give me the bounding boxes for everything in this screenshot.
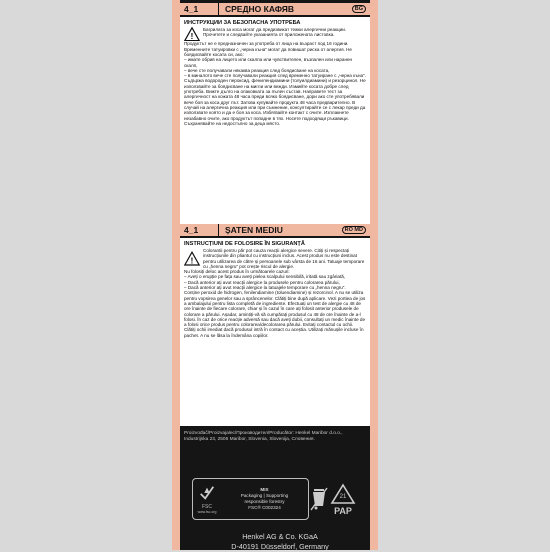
- accent-stripe-right: [370, 0, 378, 550]
- paragraph: – Dacă anterior ați avut reacții alergice la tatuajele temporare cu „henna negru“.: [184, 285, 346, 291]
- svg-text:!: !: [190, 31, 194, 41]
- ro-section: [180, 224, 370, 426]
- paragraph: – Aveți o erupție pe fața sau aveți pielea scalpului sensibilă, iritată sau zgâriată,: [184, 274, 346, 280]
- tree-check-icon: [198, 484, 216, 502]
- warning-icon: [184, 27, 200, 41]
- paragraph: Съдържа водороден пероксид, фенилендиамини (толуилдиамини) и резорцинол. Не използвайте за боядисване на мигли или вежди. Измийте косата добре след употреба. Вижте дълго на опаковката за пълен състав. Направете тест за алергичност на кожата 48 часа преди всяко боядисване, дори ако сте употребявали вече боя за коса друг път. Затова купувайте продукта 48 часа предварително. В случай на алергична реакция или при съмнение, консултирайте се с лекар преди да използвате която и да е боя за коса. Избягвайте контакт с очите. Изплакнете незабавно очите, ако продуктът попадне в тях. Носете подходящи ръкавици. Съхранявайте на недостъпно за деца място.: [184, 78, 366, 126]
- warning-icon: [184, 248, 200, 269]
- language-badge: RO MD: [342, 226, 366, 234]
- fsc-logo: FSC www.fsc.org: [193, 484, 221, 514]
- shade-code: 4_1: [180, 3, 219, 15]
- language-badge: BG: [352, 5, 366, 13]
- shade-name: СРЕДНО КАФЯВ: [225, 4, 295, 14]
- henkel-address: Henkel AG & Co. KGaA D-40191 Düsseldorf, Germany: [231, 532, 329, 551]
- paragraph: – вече сте получавали някаква реакция след боядисване на косата,: [184, 67, 330, 73]
- svg-text:!: !: [190, 256, 194, 266]
- paragraph: – в миналото вече сте получавали реакция след временно татуиране с „черна къна“.: [184, 73, 366, 79]
- logos-row: [192, 478, 358, 520]
- paragraph: Продуктът не е предназначен за употреба от лица на възраст под 16 години. Временните татуировки с „черна къна“ могат да повишат риска от алергия. Не боядисвайте косата си, ако:: [184, 41, 352, 57]
- recycle-symbol: 21 PAP: [328, 483, 358, 516]
- shade-code: 4_1: [180, 224, 219, 236]
- paragraph: – Dacă anterior ați avut reacții alergice la produsele pentru colorarea părului,: [184, 279, 340, 285]
- paragraph: Nu folosiți deloc acest produs în următoarele cazuri:: [184, 269, 290, 275]
- paragraph: Conține peroxid de hidrogen, fenilendiamine (toluendiamine) și rezorcinol. A nu se utiliza pentru vopsirea genelor sau a sprâncenelor. Clătiți bine după aplicare. Vezi portiea de jos a ambalajului pentru lista completă de ingrediente. Efectuați un test de alergie cu 48 de ore înainte de fiecare colorare, chiar și în cazul în care ați folosit anterior produsele de colorare a părului. Așadar, amintiți-vă să cumpărați produsul cu 48 de ore înainte de a-l folosi. În caz de orice reacție adversă sau dacă aveți dubii, consultați un medic înainte de a folosi orice produs pentru colorarea/decolorarea părului. Evitați contactul cu ochii. Clătiți ochii imediat dacă produsul intră în contact cu aceștia. Utilizați mănușile incluse în pachet. A nu se lăsa la îndemâna copiilor.: [184, 290, 366, 338]
- paragraph: Colorantii pentru păr pot cauza reacții alergice severe. Citiți și respectați instrucțiunile din pliantul cu instrucțiuni inclus. Acest produs nu este destinat pentru utilizarea de către și persoanele sub vârsta de 16 ani. Tatuaje temporare cu „henna negru“ pot crește riscul de alergie.: [203, 248, 365, 269]
- accent-stripe-left: [172, 0, 180, 550]
- bg-title: ИНСТРУКЦИИ ЗА БЕЗОПАСНА УПОТРЕБА: [184, 20, 301, 26]
- producer-text: Proizvođač/Proizvajalec/Производител/Producător: Henkel Maribor d.o.o., Industrijska 23, 2506 Maribor, Slovenia, Slovenija, Словения.: [184, 431, 343, 442]
- bg-section: [180, 3, 370, 224]
- ro-title: INSTRUCȚIUNI DE FOLOSIRE ÎN SIGURANȚĂ: [184, 241, 305, 247]
- paragraph: Багрилата за коса могат да предизвикат тежки алергични реакции. Прочетете и следвайте указанията от приложената листовка.: [203, 27, 347, 38]
- ro-header: [180, 224, 370, 236]
- fsc-label: [192, 478, 309, 520]
- bg-header: [180, 3, 370, 15]
- shade-name: ȘATEN MEDIU: [225, 225, 283, 235]
- fsc-text: MIX Packaging | Supporting responsible forestry FSC® C002324: [240, 487, 289, 510]
- paragraph: – имате обрив на лицето или скалпа или чувствителен, възпален или наранен скалп,: [184, 57, 353, 68]
- bg-instructions: [180, 17, 370, 224]
- bottom-info: [180, 428, 370, 551]
- ro-instructions: [180, 238, 370, 426]
- trash-bin-icon: [310, 486, 328, 512]
